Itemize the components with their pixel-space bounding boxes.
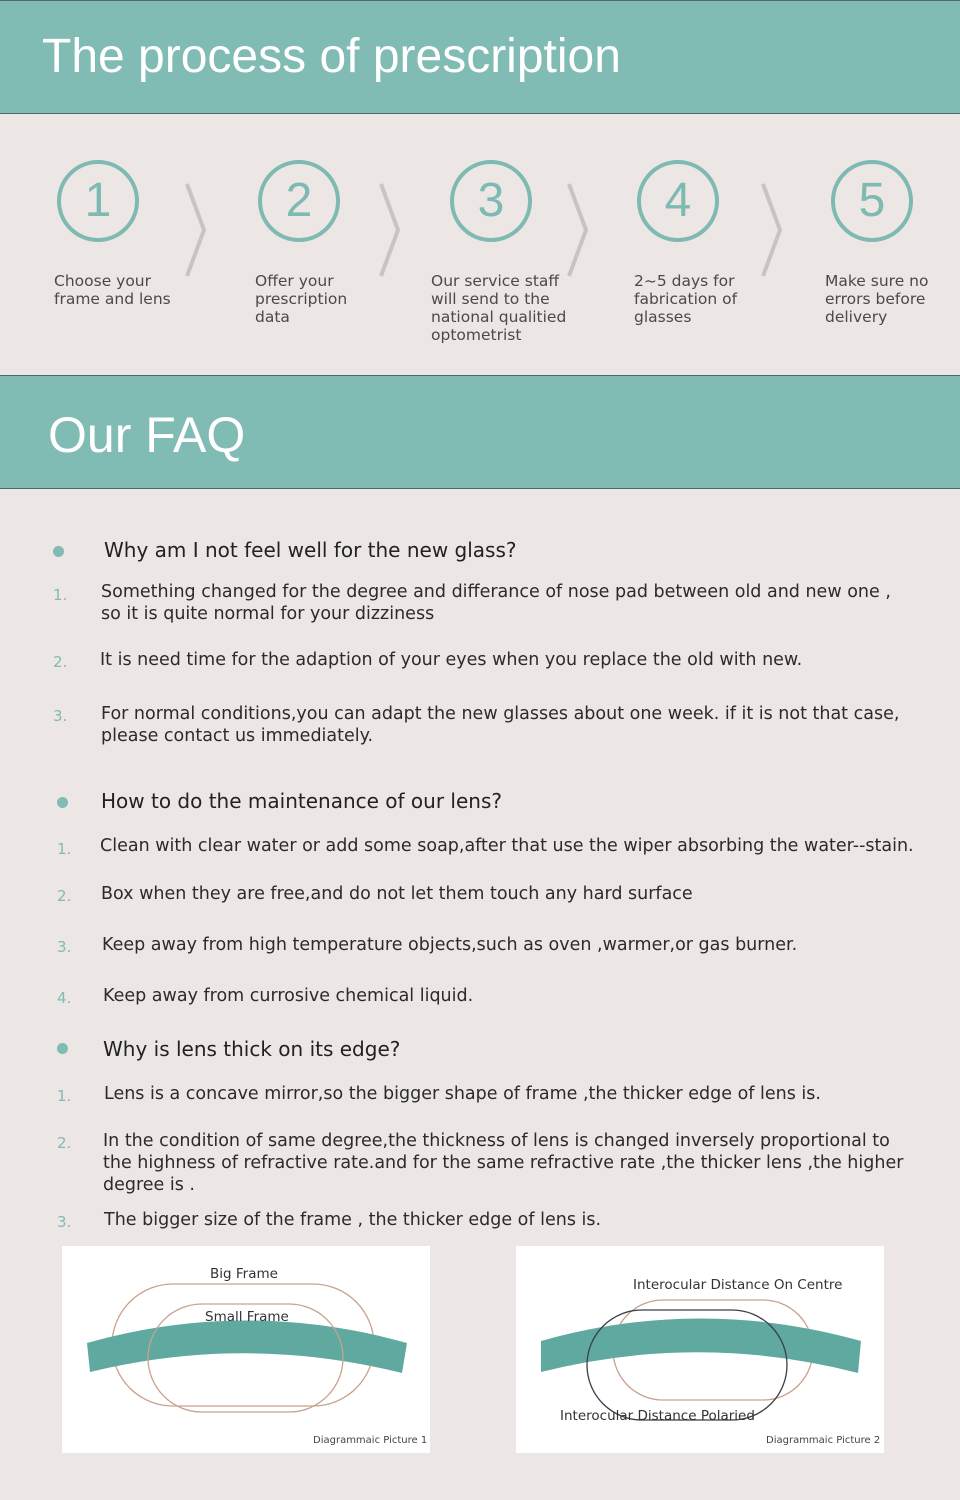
faq-answer: In the condition of same degree,the thickness of lens is changed inversely proportional to the highness of refractive rate.and for the same refractive rate ,the thicker lens ,the higher degree is .	[103, 1131, 904, 1195]
step-2-circle: 2	[258, 160, 340, 242]
big-frame-label: Big Frame	[210, 1266, 278, 1282]
faq-banner	[0, 375, 960, 489]
step-3-text: Our service staff will send to the national qualitied optometrist	[431, 272, 567, 344]
step-5-circle: 5	[831, 160, 913, 242]
polaried-distance-label: Interocular Distance Polaried	[560, 1408, 755, 1424]
faq-answer: The bigger size of the frame , the thicker edge of lens is.	[104, 1210, 602, 1230]
bullet-icon	[53, 546, 64, 557]
item-number: 1.	[57, 840, 72, 858]
faq-answer: Keep away from currosive chemical liquid.	[103, 986, 474, 1006]
chevron-right-icon	[566, 182, 592, 278]
diagram-caption: Diagrammaic Picture 2	[766, 1435, 881, 1446]
item-number: 2.	[57, 887, 72, 905]
faq-question: Why is lens thick on its edge?	[103, 1037, 401, 1061]
chevron-right-icon	[760, 182, 786, 278]
faq-answer: Keep away from high temperature objects,such as oven ,warmer,or gas burner.	[102, 935, 798, 955]
item-number: 1.	[57, 1087, 72, 1105]
chevron-right-icon	[378, 182, 404, 278]
diagram-1	[62, 1246, 430, 1453]
faq-question: Why am I not feel well for the new glass?	[104, 538, 517, 562]
chevron-right-icon	[184, 182, 210, 278]
step-4-text: 2~5 days for fabrication of glasses	[634, 272, 738, 326]
item-number: 4.	[57, 989, 72, 1007]
step-2-text: Offer your prescription data	[255, 272, 348, 326]
faq-question: How to do the maintenance of our lens?	[101, 789, 502, 813]
small-frame-label: Small Frame	[205, 1309, 289, 1325]
diagram-caption: Diagrammaic Picture 1	[313, 1435, 428, 1446]
faq-answer: Something changed for the degree and differance of nose pad between old and new one , so it is quite normal for your dizziness	[101, 582, 891, 624]
bullet-icon	[57, 797, 68, 808]
process-title: The process of prescription	[42, 30, 621, 83]
faq-answer: Clean with clear water or add some soap,after that use the wiper absorbing the water--stain.	[100, 836, 914, 856]
faq-answer: For normal conditions,you can adapt the new glasses about one week. if it is not that case, please contact us immediately.	[101, 704, 900, 746]
process-banner	[0, 0, 960, 114]
bullet-icon	[57, 1043, 68, 1054]
step-4-circle: 4	[637, 160, 719, 242]
diagram-2	[516, 1246, 884, 1453]
item-number: 2.	[53, 653, 68, 671]
step-1-circle: 1	[57, 160, 139, 242]
item-number: 1.	[53, 586, 68, 604]
faq-answer: Lens is a concave mirror,so the bigger shape of frame ,the thicker edge of lens is.	[104, 1084, 821, 1104]
item-number: 3.	[53, 707, 68, 725]
step-1-text: Choose your frame and lens	[54, 272, 171, 308]
faq-title: Our FAQ	[48, 407, 246, 463]
step-3-circle: 3	[450, 160, 532, 242]
centre-distance-label: Interocular Distance On Centre	[633, 1277, 843, 1293]
faq-answer: Box when they are free,and do not let them touch any hard surface	[101, 884, 693, 904]
item-number: 2.	[57, 1134, 72, 1152]
step-5-text: Make sure no errors before delivery	[825, 272, 929, 326]
item-number: 3.	[57, 938, 72, 956]
item-number: 3.	[57, 1213, 72, 1231]
faq-answer: It is need time for the adaption of your eyes when you replace the old with new.	[100, 650, 803, 670]
